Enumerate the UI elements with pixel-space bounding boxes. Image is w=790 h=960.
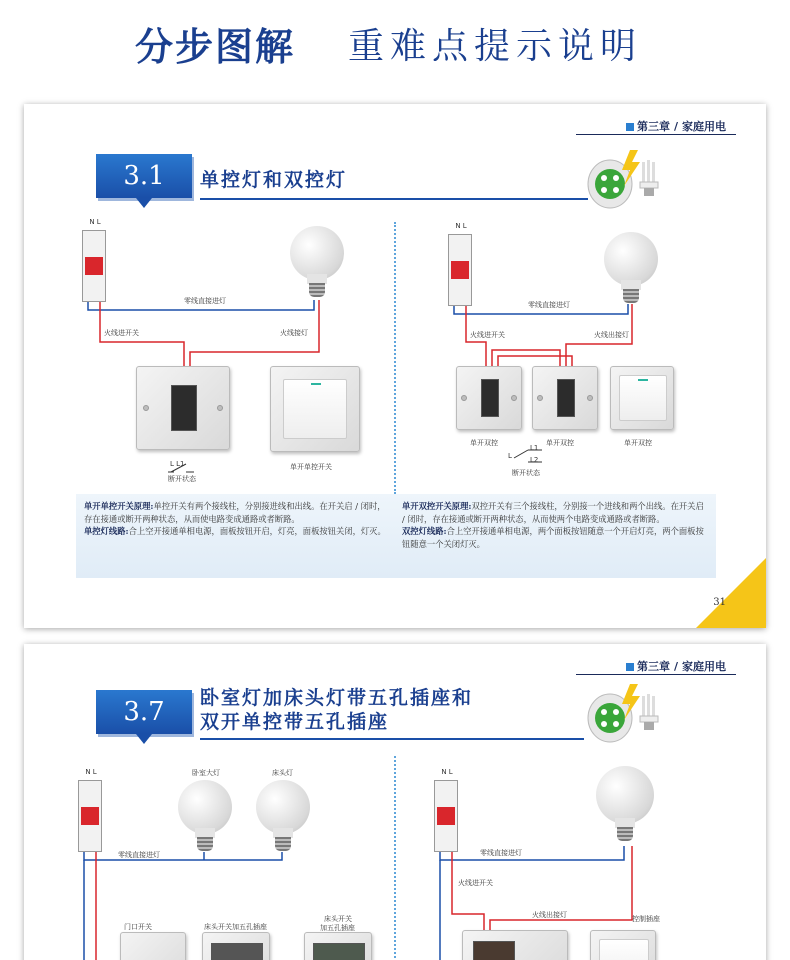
- label-bedside-switch: 床头开关: [324, 915, 352, 923]
- label-door-switch: 门口开关: [124, 923, 152, 931]
- double-switch-socket-panel: [462, 930, 568, 960]
- yellow-corner: [696, 558, 766, 628]
- right-wiring-2: [24, 644, 766, 960]
- label-fire-to-lamp-2: 火线出接灯: [594, 331, 629, 339]
- label-bedside-switch-socket: 床头开关加五孔插座: [204, 923, 267, 931]
- label-l: L: [508, 452, 512, 460]
- principle-info-box: [76, 494, 716, 578]
- label-l2: L2: [530, 456, 539, 464]
- label-panel-2: 单开双控: [624, 439, 652, 447]
- two-way-switch-front: [610, 366, 674, 430]
- section-number-box-2: 3.7: [96, 690, 192, 734]
- chapter-header-2: 第三章 / 家庭用电: [626, 658, 726, 674]
- section-title: 单控灯和双控灯: [200, 169, 348, 191]
- label-sw-b: 单开双控: [546, 439, 574, 447]
- circuit-breaker: N L: [82, 230, 106, 302]
- label-zero-line-3: 零线直接进灯: [118, 851, 160, 859]
- label-off-state: 断开状态: [168, 475, 196, 483]
- circuit-breaker-3: N L: [78, 780, 102, 852]
- chapter-number-2: 第三章: [636, 660, 670, 673]
- label-off-state-2: 断开状态: [512, 469, 540, 477]
- label-fire-to-switch: 火线进开关: [104, 329, 139, 337]
- top-banner: [0, 0, 790, 84]
- label-bedside-lamp: 床头灯: [272, 769, 293, 777]
- label-control-socket: 控制插座: [632, 915, 660, 923]
- info-left: 单开单控开关原理:单控开关有两个接线柱，分别接进线和出线。在开关启 / 闭时，存在接通或断开两种状态，从而使电路变成通路或者断路。 单控灯线路:合上空开接通单相电源，面板按钮开启，灯亮，面板按钮关闭，灯灭。: [84, 501, 386, 536]
- label-bedroom-lamp: 卧室大灯: [192, 769, 220, 777]
- chapter-number: 第三章: [636, 120, 670, 133]
- label-zero-line-2: 零线直接进灯: [528, 301, 570, 309]
- circuit-breaker-4: N L: [434, 780, 458, 852]
- book-page-31: [24, 104, 766, 628]
- page-number: 31: [713, 597, 726, 608]
- info-right: 单开双控开关原理:双控开关有三个接线柱，分别接一个进线和两个出线。在开关启 / 闭时，存在接通或断开两种状态，从而使两个电路变成通路或者断路。 双控灯线路:合上空开接通单相电源，两个面板按钮随意一个开启灯亮，两个面板按钮随意一个关闭灯灭。: [402, 501, 704, 549]
- circuit-breaker-2: N L: [448, 234, 472, 306]
- five-hole-socket-panel: [590, 930, 656, 960]
- label-l1: L1: [530, 444, 539, 452]
- banner-title-bold: 分步图解: [135, 25, 296, 69]
- chapter-name-2: 家庭用电: [682, 660, 726, 673]
- label-fire-to-switch-2: 火线进开关: [470, 331, 505, 339]
- chapter-name: 家庭用电: [682, 120, 726, 133]
- chapter-header: 第三章 / 家庭用电: [626, 118, 726, 134]
- two-way-switch-b: [532, 366, 598, 430]
- label-sw-a: 单开双控: [470, 439, 498, 447]
- section-title-line1: 卧室灯加床头灯带五孔插座和: [200, 687, 474, 709]
- label-five-hole-socket: 加五孔插座: [320, 924, 355, 932]
- section-number-box: 3.1: [96, 154, 192, 198]
- label-fire-out-lamp: 火线出接灯: [532, 911, 567, 919]
- right-wiring: [24, 104, 766, 494]
- label-single-panel: 单开单控开关: [290, 463, 332, 471]
- banner-title-light: 重难点提示说明: [348, 26, 643, 67]
- label-l-l1: L L1: [170, 460, 185, 468]
- label-zero-line-4: 零线直接进灯: [480, 849, 522, 857]
- section-title-line2: 双开单控带五孔插座: [200, 711, 390, 733]
- two-way-switch-a: [456, 366, 522, 430]
- book-page-3-7: [24, 644, 766, 960]
- label-fire-to-switch-4: 火线进开关: [458, 879, 493, 887]
- label-zero-line: 零线直接进灯: [184, 297, 226, 305]
- label-fire-to-lamp: 火线接灯: [280, 329, 308, 337]
